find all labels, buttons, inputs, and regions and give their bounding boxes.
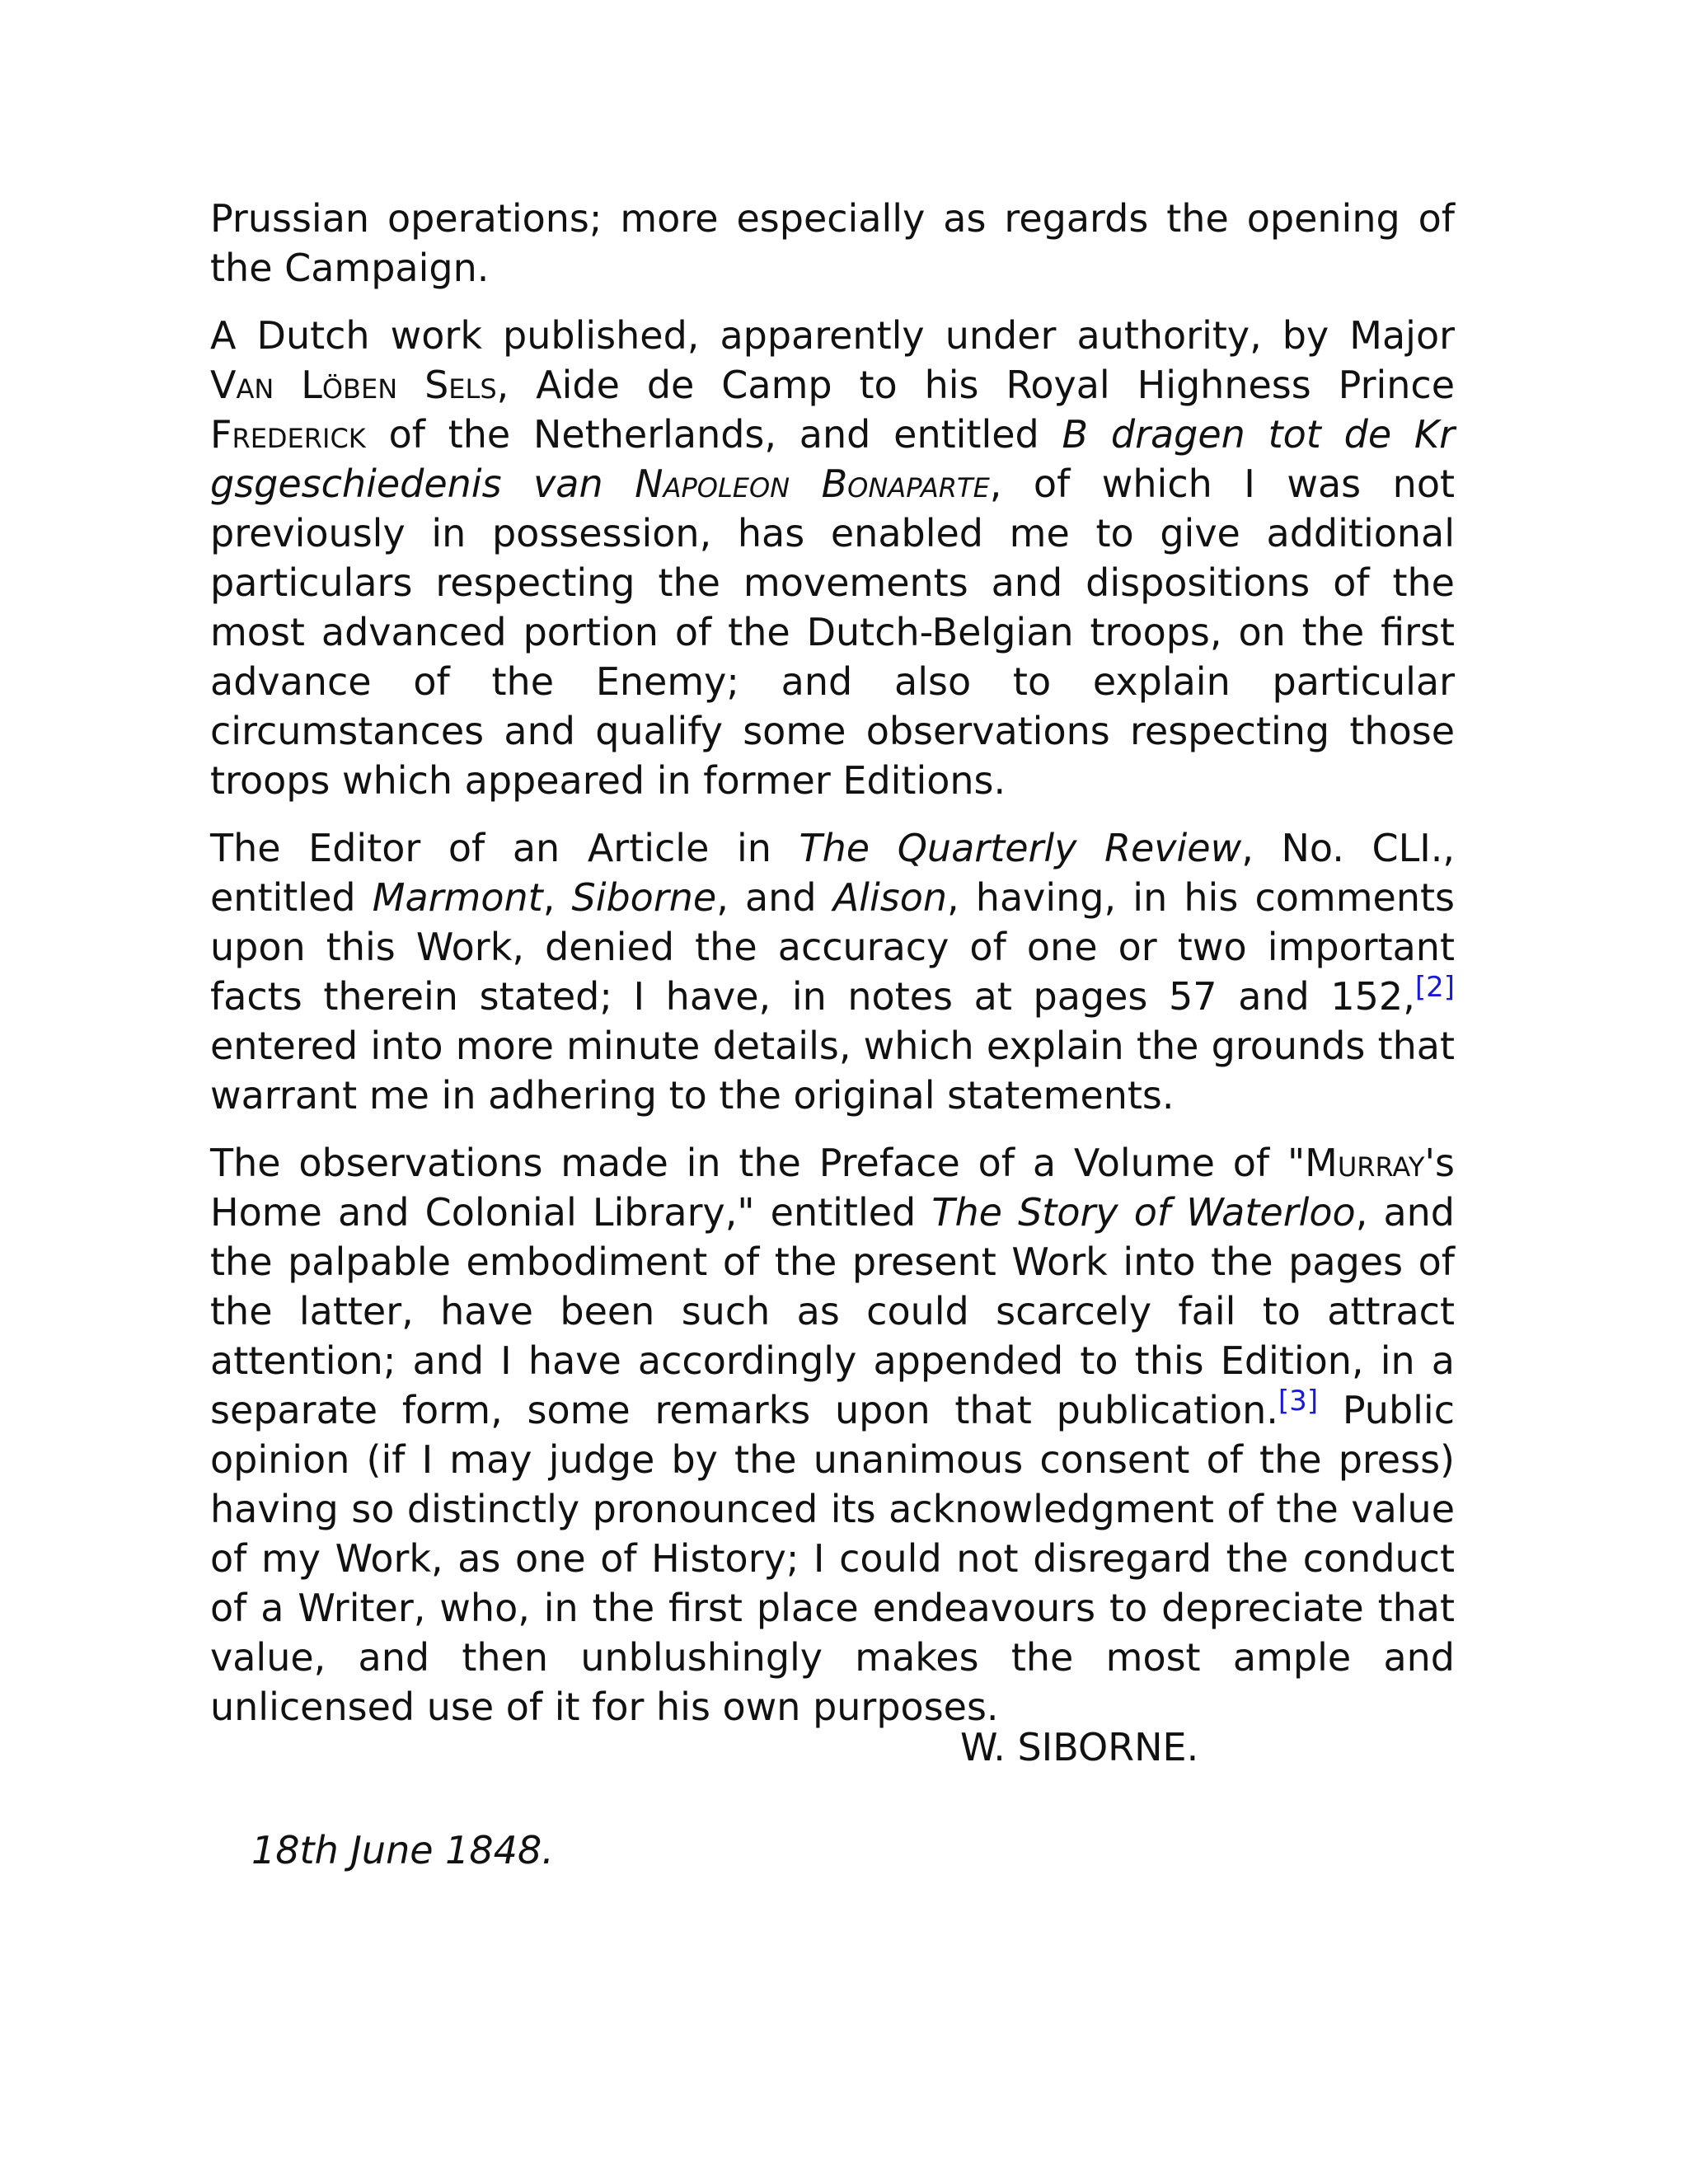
title-marmont: Marmont [372,875,543,920]
paragraph-2-text-a: A Dutch work published, apparently under authority, by Major [210,313,1455,358]
paragraph-3-text-f: entered into more minute details, which explain the grounds that warrant me in adhering to the original statements. [210,1024,1455,1118]
title-quarterly-review: The Quarterly Review [799,826,1242,870]
paragraph-2-text-d: , of which I was not previously in possession, has enabled me to give additional particulars respecting the movements and dispositions of the most advanced portion of the Dutch-Belgian troops, on the first advance of the Enemy; and also to explain particular circumstances and qualify some observations respecting those troops which appeared in former Editions. [210,462,1455,803]
name-van-loben-sels: Van Löben Sels [210,363,497,407]
paragraph-4-text-d: Public opinion (if I may judge by the unanimous consent of the press) having so distinctly pronounced its acknowledgment of the value of my Work, as one of History; I could not disregard the conduct of a Writer, who, in the first place endeavours to depreciate that value, and then unblushingly makes the most ample and unlicensed use of it for his own purposes. [210,1388,1455,1729]
name-napoleon-bonaparte: Napoleon Bonaparte [635,462,990,506]
paragraph-4-text-a: The observations made in the Preface of a Volume of " [210,1141,1306,1185]
paragraph-4 [210,1138,1455,1732]
paragraph-2 [210,311,1455,805]
paragraph-2-text-b: , Aide de Camp to his Royal Highness Prince [496,363,1456,407]
paragraph-4-text-c: , and the palpable embodiment of the present Work into the pages of the latter, have been such as could scarcely fail to attract attention; and I have accordingly appended to this Edition, in a separate form, some remarks upon that publication. [210,1190,1455,1432]
paragraph-3-text-c: , [542,875,572,920]
paragraph-3-text-e: , having, in his comments upon this Work, denied the accuracy of one or two important facts therein stated; I have, in notes at pages 57 and 152, [210,875,1455,1019]
title-alison: Alison [832,875,948,920]
paragraph-4-text-b: 's Home and Colonial Library," entitled [210,1141,1455,1235]
paragraph-3-text-b: , No. CLI., entitled [210,826,1456,920]
name-murray: Murray [1305,1141,1425,1185]
paragraph-3-text-a: The Editor of an Article in [210,826,799,870]
paragraph-3-text-d: , and [716,875,833,920]
signature: W. SIBORNE. [960,1725,1199,1769]
footnote-link-2[interactable]: [2] [1414,971,1455,1004]
paragraph-1 [210,194,1455,293]
paragraph-3 [210,823,1455,1120]
title-story-of-waterloo: The Story of Waterloo [931,1190,1356,1235]
work-title: B dragen tot de Kr gsgeschiedenis van [210,412,1456,506]
footnote-link-3[interactable]: [3] [1278,1385,1319,1418]
date-line: 18th June 1848. [251,1828,554,1872]
title-siborne: Siborne [571,875,717,920]
paragraph-2-text-c: of the Netherlands, and entitled [365,412,1062,457]
name-frederick: Frederick [210,412,366,457]
document-body [210,194,1455,1750]
paragraph-1-text: Prussian operations; more especially as regards the opening of the Campaign. [210,196,1455,290]
